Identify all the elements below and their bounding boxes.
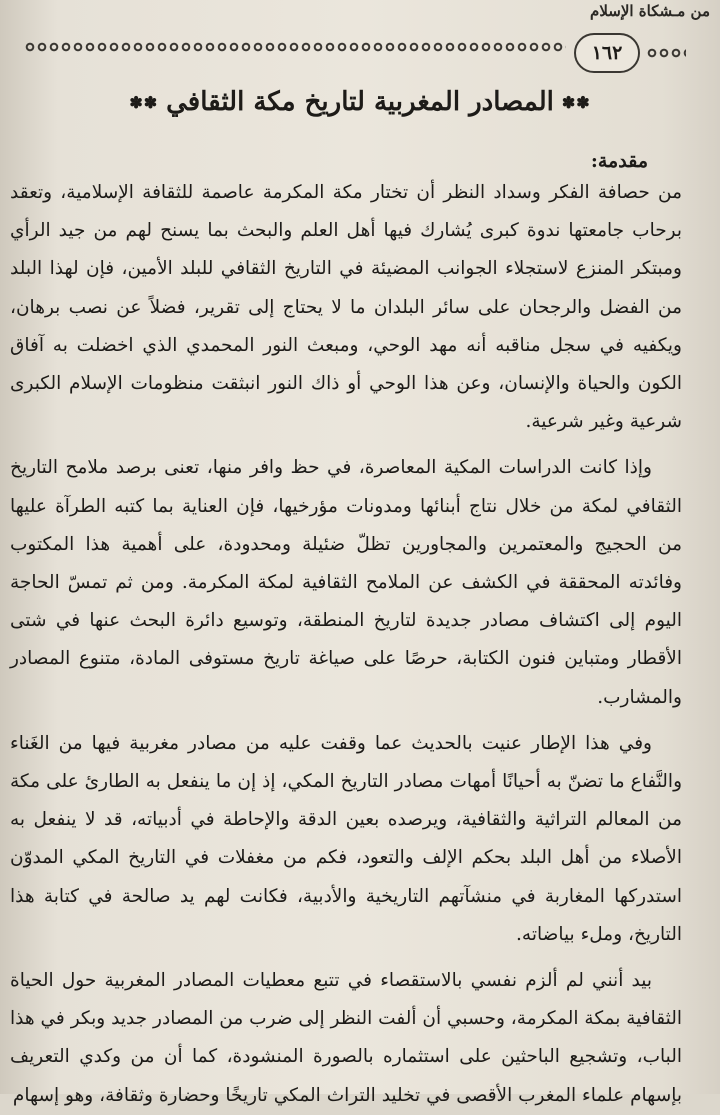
page-number: ١٦٢	[574, 33, 640, 73]
article-title-row	[80, 80, 640, 124]
article-body	[10, 174, 682, 1115]
paragraph: وإذا كانت الدراسات المكية المعاصرة، في حظ وافر منها، تعنى برصد ملامح التاريخ الثقافي لمكة من خلال نتاج أبنائها ومدونات مؤرخيها، فإن العناية بما كتبه الطرآة عليها من الحجيج والمعتمرين والمجاورين تظلّ ضئيلة ومحدودة، على أهمية هذا المكتوب وفائدته المحققة في الكشف عن الملامح الثقافية لمكة المكرمة. ومن ثم تمسّ الحاجة اليوم إلى اكتشاف مصادر جديدة لتاريخ المنطقة، وتوسيع دائرة البحث عنها في شتى الأقطار ومتباين فنون الكتابة، حرصًا على صياغة تاريخ مستوفى المادة، متنوع المصادر والمشارب.	[10, 457, 682, 708]
section-heading-intro: مقدمة:	[590, 150, 648, 172]
article-title: المصادر المغربية لتاريخ مكة الثقافي	[166, 87, 554, 117]
title-ornament-right: ✽✽	[561, 92, 591, 112]
paragraph: وفي هذا الإطار عنيت بالحديث عما وقفت عليه من مصادر مغربية فيها من الغَناء والنَّفاع ما تضنّ به أحيانًا أمهات مصادر التاريخ المكي، إذ إن ما ينفعل به الطارئ على مكة من المعالم التراثية والثقافية، ويرصده بعين الدقة والإحاطة في أدبياته، قد لا ينفعل به الأصلاء من أهل البلد بحكم الإلف والتعود، فكم من مغفلات في التاريخ المكي المدوّن استدركها المغاربة في منشآتهم التاريخية والأدبية، فكانت لهم يد صالحة في كتابة هذا التاريخ، وملء بياضاته.	[10, 732, 682, 945]
header-ornament-band	[6, 33, 696, 73]
running-head: من مـشكاة الإسلام	[590, 2, 710, 20]
paragraph: بيد أنني لم ألزم نفسي بالاستقصاء في تتبع معطيات المصادر المغربية حول الحياة الثقافية بمكة المكرمة، وحسبي أن ألفت النظر إلى ضرب من المصادر جديد وبكر في هذا الباب، وتشجيع الباحثين على استثماره بالصورة المنشودة، كما أن من وكدي التعريف بإسهام علماء المغرب الأقصى في تخليد التراث المكي تاريخًا وحضارة وثقافة، وهو إسهام	[10, 970, 682, 1106]
ornament-chain-right	[646, 47, 686, 59]
title-ornament-left: ✽✽	[129, 92, 159, 112]
ornament-chain-left	[24, 41, 566, 55]
paragraph: من حصافة الفكر وسداد النظر أن تختار مكة المكرمة عاصمة للثقافة الإسلامية، وتعقد برحاب جامعتها ندوة كبرى يُشارك فيها أهل العلم والبحث بما يسنح لهم من جيد الرأي ومبتكر المنزع لاستجلاء الجوانب المضيئة في التاريخ الثقافي للبلد الأمين، فإن لهذا البلد من الفضل والرجحان على سائر البلدان ما لا يحتاج إلى تقرير، فضلاً عن نصب برهان، ويكفيه في سجل مناقبه أنه مهد الوحي، ومبعث النور المحمدي الذي اخضلت به آفاق الكون والحياة والإنسان، وعن هذا الوحي أو ذاك النور انبثقت منظومات الإسلام الكبرى شرعية وغير شرعية.	[10, 182, 682, 433]
